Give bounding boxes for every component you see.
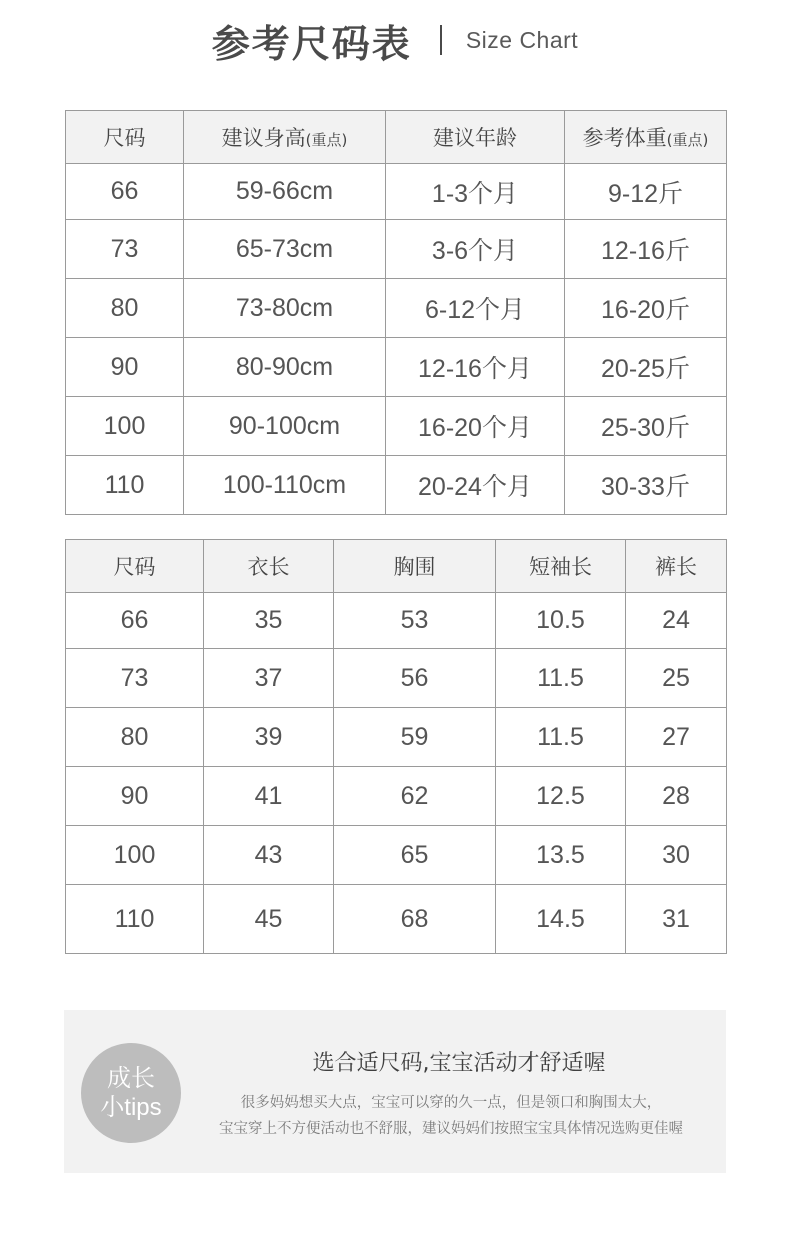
table-row bbox=[66, 397, 727, 456]
header-cell: 建议身高(重点) bbox=[184, 111, 386, 164]
table-cell: 100 bbox=[66, 826, 204, 885]
table-cell: 56 bbox=[334, 649, 496, 708]
table-cell: 80-90cm bbox=[184, 338, 386, 397]
table-cell: 73 bbox=[66, 220, 184, 279]
table-cell: 53 bbox=[334, 593, 496, 649]
size-reference-table bbox=[65, 110, 727, 515]
table-cell: 20-24个月 bbox=[386, 456, 565, 515]
table-row bbox=[66, 708, 727, 767]
table-cell: 59-66cm bbox=[184, 164, 386, 220]
table-cell: 65 bbox=[334, 826, 496, 885]
table-cell: 62 bbox=[334, 767, 496, 826]
table-row bbox=[66, 826, 727, 885]
table-row bbox=[66, 338, 727, 397]
table-cell: 66 bbox=[66, 593, 204, 649]
table-cell: 14.5 bbox=[496, 885, 626, 954]
table-cell: 1-3个月 bbox=[386, 164, 565, 220]
table-cell: 16-20斤 bbox=[565, 279, 727, 338]
table-cell: 20-25斤 bbox=[565, 338, 727, 397]
header-cell: 裤长 bbox=[626, 540, 727, 593]
tips-badge bbox=[81, 1043, 181, 1143]
header-cell: 衣长 bbox=[204, 540, 334, 593]
table-cell: 31 bbox=[626, 885, 727, 954]
garment-measurement-table bbox=[65, 539, 727, 954]
table-row bbox=[66, 885, 727, 954]
table-cell: 11.5 bbox=[496, 708, 626, 767]
table-cell: 30-33斤 bbox=[565, 456, 727, 515]
table-cell: 10.5 bbox=[496, 593, 626, 649]
table-cell: 65-73cm bbox=[184, 220, 386, 279]
table-cell: 41 bbox=[204, 767, 334, 826]
table-cell: 100-110cm bbox=[184, 456, 386, 515]
table-row bbox=[66, 456, 727, 515]
table-cell: 80 bbox=[66, 708, 204, 767]
table-cell: 27 bbox=[626, 708, 727, 767]
page-title: 参考尺码表 bbox=[211, 21, 412, 66]
table-cell: 12-16斤 bbox=[565, 220, 727, 279]
table-cell: 28 bbox=[626, 767, 727, 826]
table-cell: 9-12斤 bbox=[565, 164, 727, 220]
table-cell: 80 bbox=[66, 279, 184, 338]
table-cell: 45 bbox=[204, 885, 334, 954]
table-cell: 16-20个月 bbox=[386, 397, 565, 456]
badge-label: 成长 bbox=[107, 1064, 155, 1092]
header-cell: 短袖长 bbox=[496, 540, 626, 593]
table-cell: 110 bbox=[66, 456, 184, 515]
header-cell: 参考体重(重点) bbox=[565, 111, 727, 164]
table-cell: 73-80cm bbox=[184, 279, 386, 338]
table-cell: 73 bbox=[66, 649, 204, 708]
tips-text: 很多妈妈想买大点，宝宝可以穿的久一点，但是领口和胸围太大， bbox=[240, 1095, 662, 1111]
page-header bbox=[0, 14, 790, 66]
table-cell: 25-30斤 bbox=[565, 397, 727, 456]
page-subtitle: Size Chart bbox=[465, 26, 579, 53]
table-row bbox=[66, 593, 727, 649]
table-header-row bbox=[66, 540, 727, 593]
header-cell: 胸围 bbox=[334, 540, 496, 593]
table-cell: 11.5 bbox=[496, 649, 626, 708]
table-row bbox=[66, 649, 727, 708]
tips-text: 宝宝穿上不方便活动也不舒服，建议妈妈们按照宝宝具体情况选购更佳喔 bbox=[219, 1121, 683, 1137]
table-cell: 12-16个月 bbox=[386, 338, 565, 397]
table-cell: 90 bbox=[66, 767, 204, 826]
table-cell: 90 bbox=[66, 338, 184, 397]
table-cell: 100 bbox=[66, 397, 184, 456]
table-cell: 12.5 bbox=[496, 767, 626, 826]
table-cell: 25 bbox=[626, 649, 727, 708]
title-divider bbox=[440, 25, 442, 55]
table-row bbox=[66, 164, 727, 220]
header-cell: 尺码 bbox=[66, 540, 204, 593]
table-cell: 37 bbox=[204, 649, 334, 708]
table-cell: 43 bbox=[204, 826, 334, 885]
table-cell: 30 bbox=[626, 826, 727, 885]
tips-panel bbox=[64, 1010, 726, 1173]
table-cell: 90-100cm bbox=[184, 397, 386, 456]
table-cell: 24 bbox=[626, 593, 727, 649]
table-row bbox=[66, 767, 727, 826]
tips-title: 选合适尺码,宝宝活动才舒适喔 bbox=[312, 1051, 606, 1076]
table-cell: 35 bbox=[204, 593, 334, 649]
table-cell: 110 bbox=[66, 885, 204, 954]
table-cell: 6-12个月 bbox=[386, 279, 565, 338]
table-cell: 3-6个月 bbox=[386, 220, 565, 279]
table-cell: 66 bbox=[66, 164, 184, 220]
table-cell: 68 bbox=[334, 885, 496, 954]
table-cell: 39 bbox=[204, 708, 334, 767]
header-cell: 尺码 bbox=[66, 111, 184, 164]
badge-label: 小tips bbox=[100, 1094, 162, 1121]
table-row bbox=[66, 220, 727, 279]
table-row bbox=[66, 279, 727, 338]
table-cell: 59 bbox=[334, 708, 496, 767]
table-header-row bbox=[66, 111, 727, 164]
table-cell: 13.5 bbox=[496, 826, 626, 885]
header-cell: 建议年龄 bbox=[386, 111, 565, 164]
